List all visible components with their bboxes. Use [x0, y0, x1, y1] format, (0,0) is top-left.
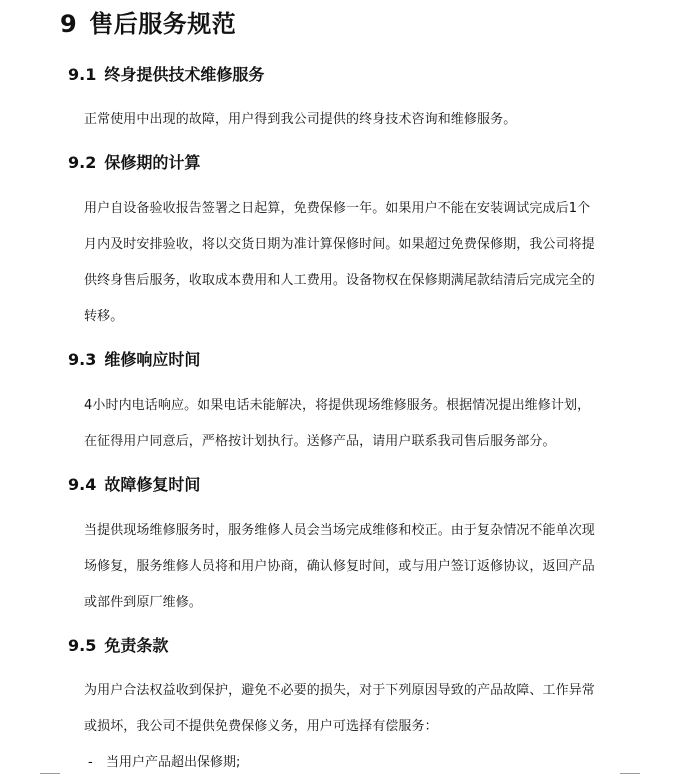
- section-number: 9.5: [68, 636, 97, 655]
- section-title: 故障修复时间: [104, 475, 201, 494]
- section-9-1-heading: [68, 64, 264, 86]
- page-corner-mark-right: [620, 773, 640, 774]
- section-number: 9.3: [68, 350, 97, 369]
- list-item-text: 当用户产品超出保修期;: [106, 755, 241, 770]
- section-title: 免责条款: [104, 636, 169, 655]
- section-9-2-paragraph: [84, 191, 624, 335]
- chapter-title-text: 售后服务规范: [89, 10, 237, 38]
- paragraph-line: 或损坏，我公司不提供免费保修义务，用户可选择有偿服务：: [84, 719, 438, 734]
- paragraph-line: 4小时内电话响应。如果电话未能解决，将提供现场维修服务。根据情况提出维修计划，: [84, 398, 591, 413]
- paragraph-line: 用户自设备验收报告签署之日起算，免费保修一年。如果用户不能在安装调试完成后1个: [84, 201, 591, 216]
- section-9-3-heading: [68, 349, 200, 371]
- paragraph-line: 场修复，服务维修人员将和用户协商，确认修复时间，或与用户签订返修协议，返回产品: [84, 559, 595, 574]
- section-number: 9.2: [68, 153, 97, 172]
- section-9-4-paragraph: [84, 513, 624, 621]
- chapter-title: [60, 8, 236, 40]
- section-9-5-heading: [68, 635, 168, 657]
- list-item: [88, 753, 240, 773]
- section-title: 终身提供技术维修服务: [104, 65, 265, 84]
- paragraph-line: 转移。: [84, 309, 124, 324]
- page-corner-mark-left: [40, 773, 60, 774]
- paragraph-line: 供终身售后服务，收取成本费用和人工费用。设备物权在保修期满尾款结清后完成完全的: [84, 273, 595, 288]
- section-number: 9.1: [68, 65, 97, 84]
- paragraph-line: 当提供现场维修服务时，服务维修人员会当场完成维修和校正。由于复杂情况不能单次现: [84, 523, 595, 538]
- paragraph-line: 或部件到原厂维修。: [84, 595, 202, 610]
- list-bullet: -: [88, 755, 93, 770]
- paragraph-line: 月内及时安排验收，将以交货日期为准计算保修时间。如果超过免费保修期，我公司将提: [84, 237, 595, 252]
- paragraph-line: 为用户合法权益收到保护，避免不必要的损失，对于下列原因导致的产品故障、工作异常: [84, 683, 595, 698]
- section-title: 保修期的计算: [104, 153, 201, 172]
- section-title: 维修响应时间: [104, 350, 201, 369]
- section-9-1-paragraph: [84, 102, 624, 138]
- section-9-3-paragraph: [84, 388, 624, 460]
- section-9-4-heading: [68, 474, 200, 496]
- paragraph-line: 正常使用中出现的故障，用户得到我公司提供的终身技术咨询和维修服务。: [84, 112, 517, 127]
- section-9-5-paragraph: [84, 673, 624, 745]
- section-9-2-heading: [68, 152, 200, 174]
- chapter-number: 9: [60, 10, 78, 38]
- paragraph-line: 在征得用户同意后，严格按计划执行。送修产品，请用户联系我司售后服务部分。: [84, 434, 556, 449]
- section-number: 9.4: [68, 475, 97, 494]
